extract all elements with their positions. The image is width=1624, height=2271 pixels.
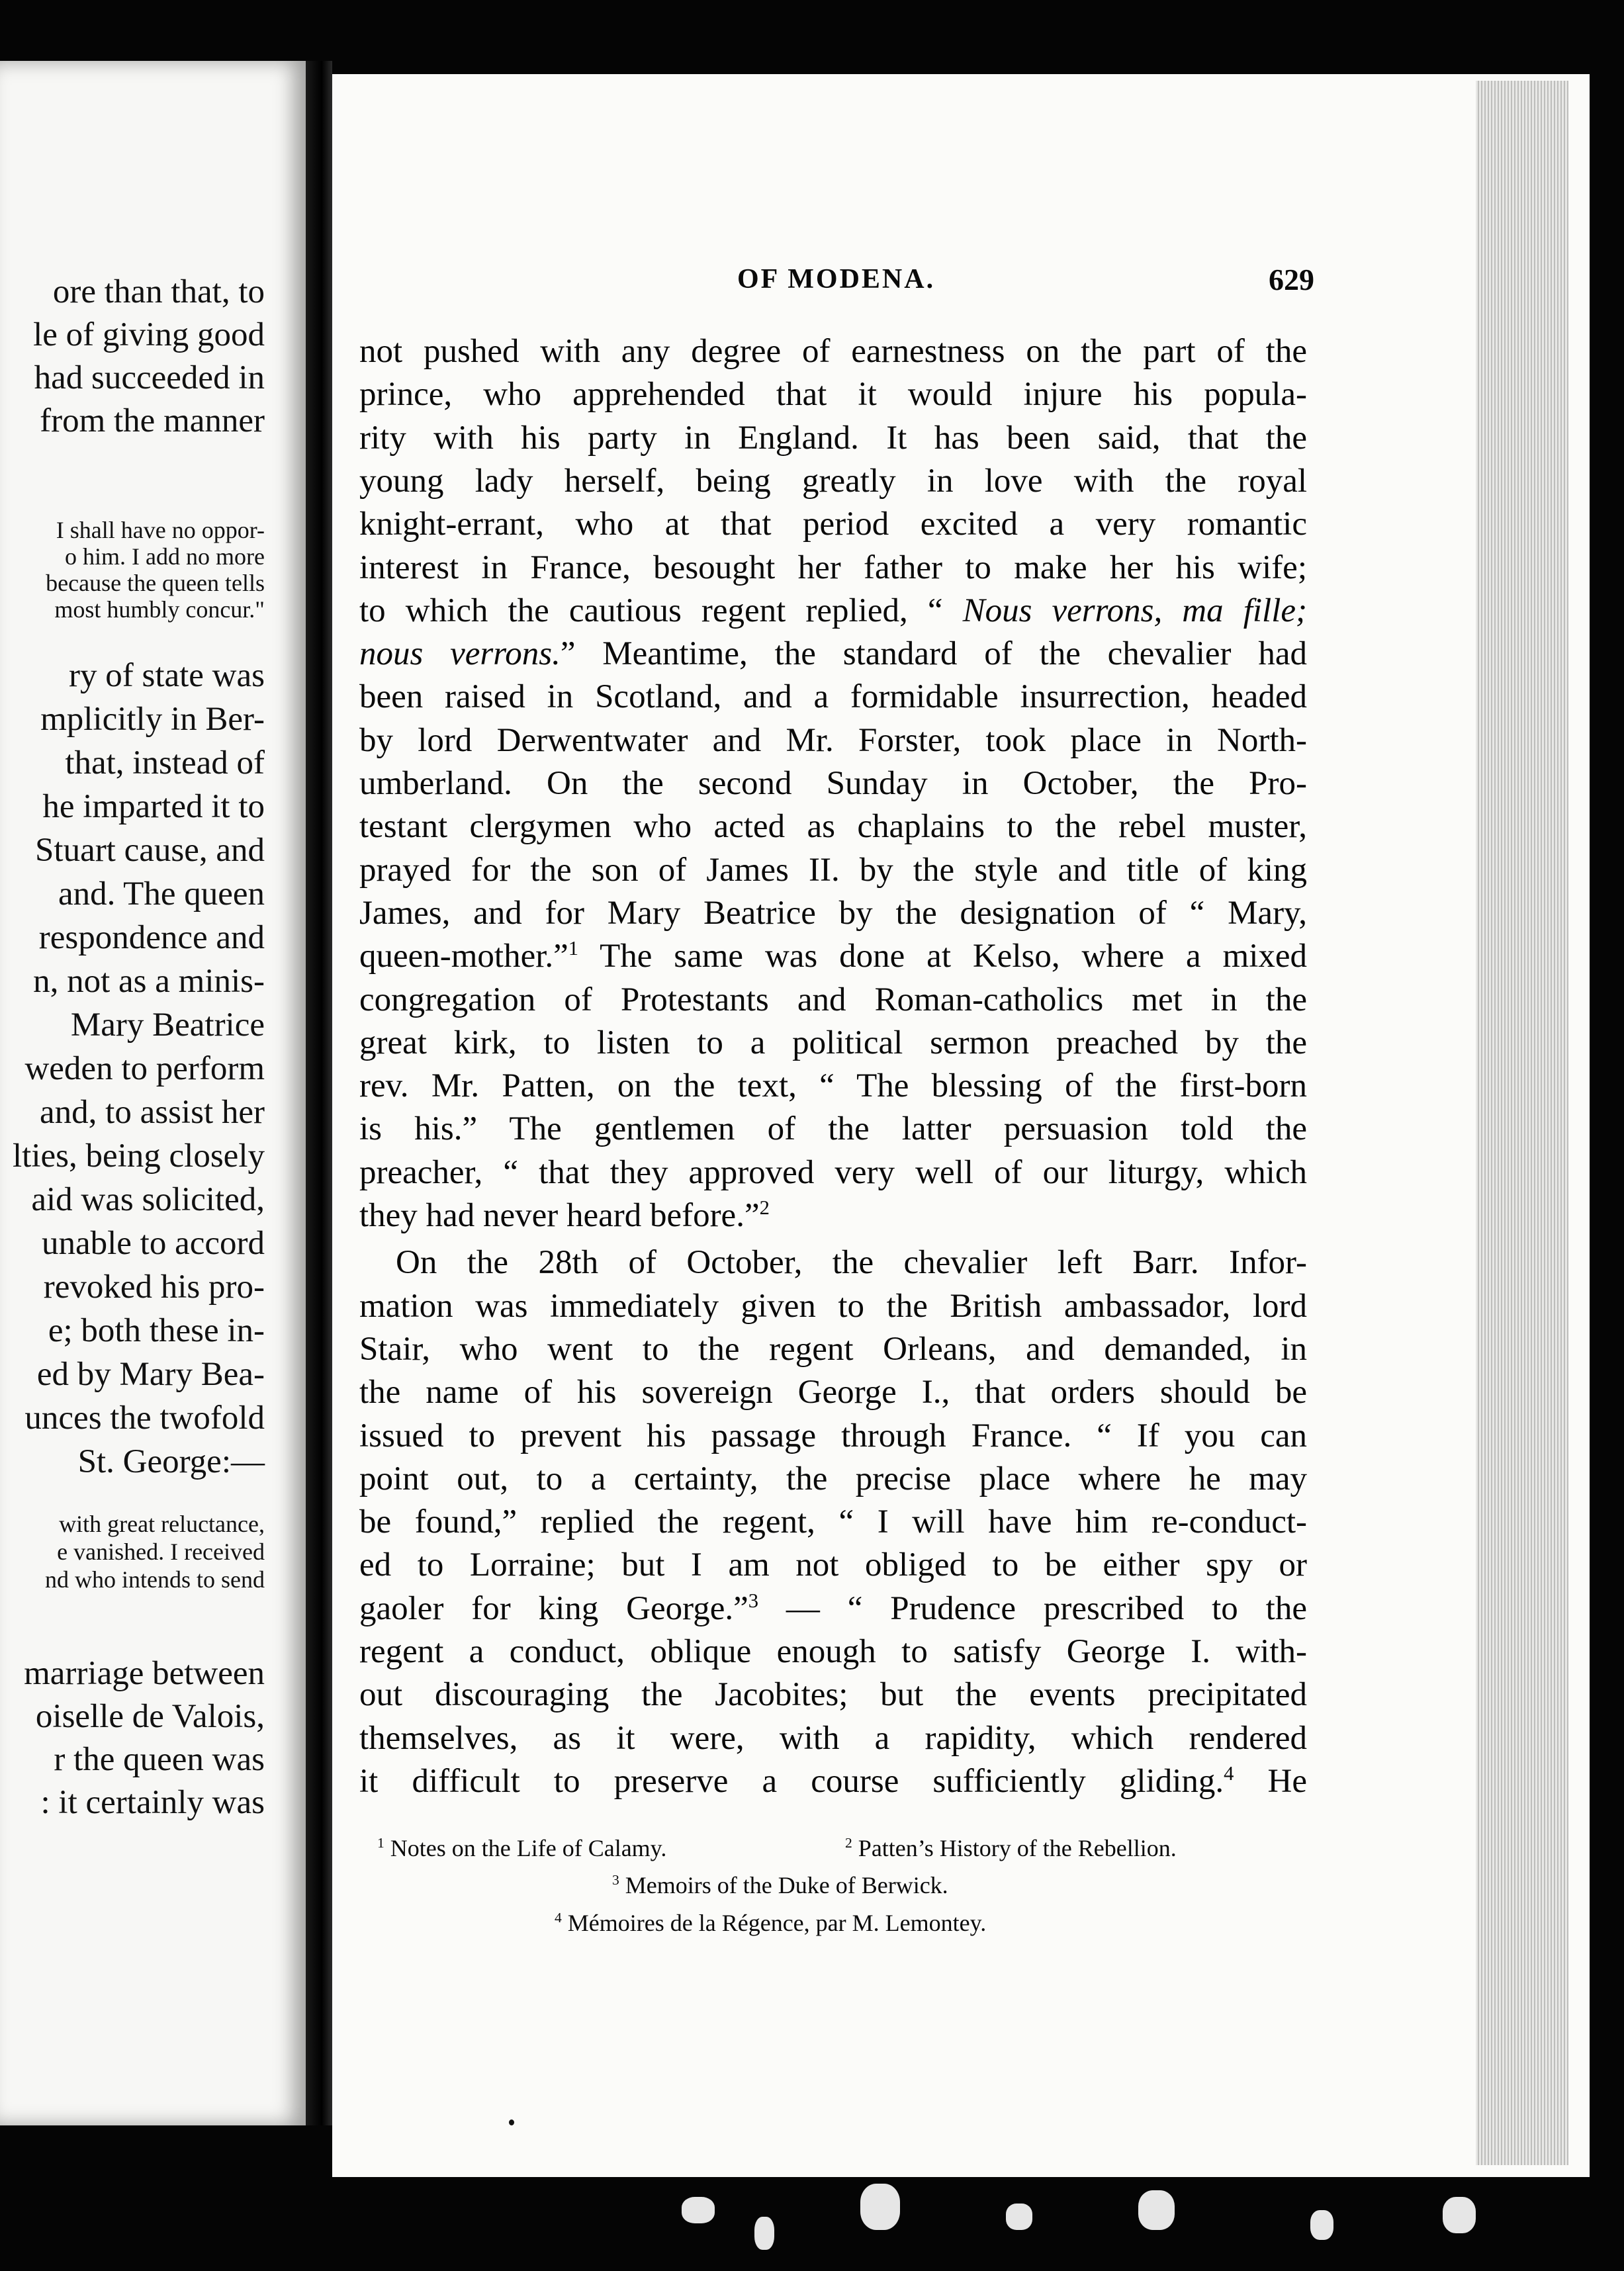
book-gutter [306, 61, 332, 2125]
body-line: gaoler for king George.”$^3$ — “ Prudence prescribed to the [359, 1589, 1307, 1627]
body-line: point out, to a certainty, the precise place where he may [359, 1460, 1307, 1497]
facing-page-line: from the manner [40, 402, 265, 439]
body-line: not pushed with any degree of earnestness on the part of the [359, 333, 1307, 370]
facing-page-line: and, to assist her [40, 1094, 265, 1131]
facing-page-line: he imparted it to [42, 788, 265, 825]
facing-page-line: that, instead of [65, 744, 265, 781]
facing-page-line: Stuart cause, and [35, 832, 265, 869]
body-line: testant clergymen who acted as chaplains to the rebel muster, [359, 808, 1307, 846]
body-line: themselves, as it were, with a rapidity, which rendered [359, 1719, 1307, 1757]
facing-page-line: St. George:— [77, 1443, 265, 1480]
facing-page-line: unces the twofold [24, 1400, 265, 1437]
facing-page-line: : it certainly was [40, 1784, 265, 1821]
facing-page-line: n, not as a minis- [33, 963, 265, 1000]
body-line: they had never heard before.”$^2$ [359, 1196, 770, 1234]
body-line: preacher, “ that they approved very well of our liturgy, which [359, 1153, 1307, 1191]
ink-speck [509, 2119, 514, 2125]
body-line: be found,” replied the regent, “ I will have him re-conduct- [359, 1503, 1307, 1541]
body-line: rity with his party in England. It has been said, that the [359, 419, 1307, 457]
footnote-4: $^4$ Mémoires de la Régence, par M. Lemontey. [555, 1910, 987, 1936]
body-line: prince, who apprehended that it would injure his popula- [359, 376, 1307, 414]
body-line: issued to prevent his passage through France. “ If you can [359, 1417, 1307, 1454]
facing-page-line: lties, being closely [12, 1137, 265, 1175]
facing-page-line: revoked his pro- [43, 1269, 265, 1306]
facing-page-note: most humbly concur." [54, 596, 265, 623]
body-line: it difficult to preserve a course sufficiently gliding.$^4$ He [359, 1761, 1308, 1800]
facing-page-line: aid was solicited, [31, 1181, 265, 1218]
body-line: is his.” The gentlemen of the latter persuasion told the [359, 1110, 1307, 1148]
body-line: the name of his sovereign George I., that orders should be [359, 1374, 1307, 1411]
facing-page-line: ry of state was [69, 657, 265, 694]
facing-page-note: I shall have no oppor- [56, 517, 265, 543]
running-head: OF MODENA. [737, 264, 936, 294]
body-line: nous verrons.” Meantime, the standard of the chevalier had [359, 635, 1307, 673]
facing-page-line: mplicitly in Ber- [40, 701, 265, 738]
body-line: On the 28th of October, the chevalier left Barr. Infor- [396, 1244, 1307, 1282]
body-line: by lord Derwentwater and Mr. Forster, took place in North- [359, 721, 1307, 759]
body-line: queen-mother.”$^1$ The same was done at Kelso, where a mixed [359, 937, 1307, 975]
facing-page-note: because the queen tells [46, 570, 265, 596]
body-line: James, and for Mary Beatrice by the designation of “ Mary, [359, 894, 1307, 932]
facing-page-line: respondence and [38, 919, 265, 956]
body-line: interest in France, besought her father to make her his wife; [359, 549, 1307, 586]
body-line: Stair, who went to the regent Orleans, and demanded, in [359, 1330, 1307, 1368]
body-line: ed to Lorraine; but I am not obliged to be either spy or [359, 1546, 1307, 1584]
footnote-2: $^2$ Patten’s History of the Rebellion. [845, 1835, 1177, 1861]
page-edge [1476, 81, 1568, 2165]
facing-page-line: unable to accord [41, 1225, 265, 1262]
facing-page-line: ore than that, to [52, 273, 265, 310]
facing-page-note: nd who intends to send [45, 1566, 265, 1593]
body-line: congregation of Protestants and Roman-catholics met in the [359, 981, 1307, 1018]
page-number: 629 [1269, 263, 1314, 296]
facing-page-line: ed by Mary Bea- [36, 1356, 265, 1393]
body-line: young lady herself, being greatly in love with the royal [359, 462, 1307, 500]
facing-page-line: le of giving good [33, 316, 265, 353]
scan-dust [662, 2157, 1522, 2271]
body-line: been raised in Scotland, and a formidable insurrection, headed [359, 678, 1307, 716]
body-line: prayed for the son of James II. by the style and title of king [359, 851, 1307, 889]
facing-page-line: marriage between [24, 1655, 265, 1692]
facing-page-line: Mary Beatrice [70, 1006, 265, 1044]
facing-page-note: with great reluctance, [59, 1511, 265, 1537]
footnote-1: $^1$ Notes on the Life of Calamy. [377, 1835, 667, 1861]
facing-page-note: o him. I add no more [65, 543, 265, 570]
body-line: out discouraging the Jacobites; but the events precipitated [359, 1676, 1307, 1714]
body-line: great kirk, to listen to a political sermon preached by the [359, 1024, 1307, 1061]
footnote-3: $^3$ Memoirs of the Duke of Berwick. [612, 1872, 948, 1898]
body-line: knight-errant, who at that period excited a very romantic [359, 506, 1307, 543]
facing-page-line: r the queen was [54, 1741, 265, 1778]
body-line: regent a conduct, oblique enough to satisfy George I. with- [359, 1633, 1307, 1670]
facing-page-note: e vanished. I received [57, 1538, 265, 1565]
facing-page-line: and. The queen [58, 875, 265, 913]
facing-page-line: e; both these in- [48, 1312, 265, 1349]
body-line: rev. Mr. Patten, on the text, “ The blessing of the first-born [359, 1067, 1307, 1105]
body-line: mation was immediately given to the British ambassador, lord [359, 1287, 1307, 1325]
facing-page-line: oiselle de Valois, [35, 1698, 265, 1735]
body-line: to which the cautious regent replied, “ Nous verrons, ma fille; [359, 592, 1307, 629]
body-line: umberland. On the second Sunday in October, the Pro- [359, 765, 1307, 802]
facing-page-left [0, 61, 306, 2125]
facing-page-line: weden to perform [24, 1050, 265, 1087]
facing-page-line: had succeeded in [34, 359, 265, 396]
